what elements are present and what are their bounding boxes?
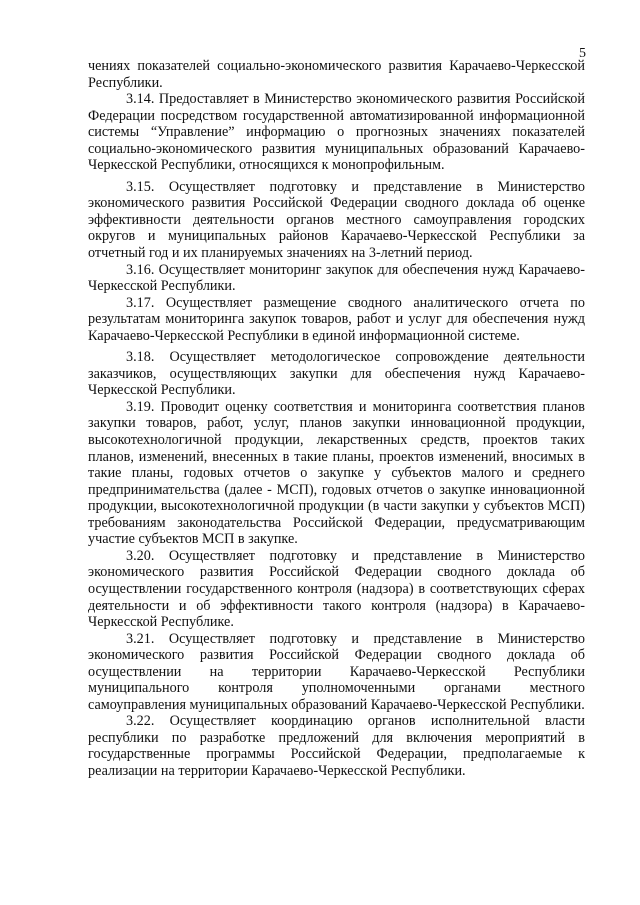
paragraph-3-16: 3.16. Осуществляет мониторинг закупок для обеспечения нужд Карачаево-Черкесской Республики. [88,261,585,295]
paragraph-3-14: 3.14. Предоставляет в Министерство экономического развития Российской Федерации посредством государственной автоматизированной информационной системы “Управление” информацию о прогнозных значениях показателей социально-экономического развития муниципальных образований Карачаево-Черкесской Республики, относящихся к монопрофильным. [88,91,585,174]
paragraph-continuation: чениях показателей социально-экономического развития Карачаево-Черкесской Республики. [88,58,585,91]
page-number: 5 [579,46,586,61]
paragraph-3-17: 3.17. Осуществляет размещение сводного аналитического отчета по результатам мониторинга закупок товаров, работ и услуг для обеспечения нужд Карачаево-Черкесской Республики в единой информационной системе. [88,294,585,344]
paragraph-3-18: 3.18. Осуществляет методологическое сопровождение деятельности заказчиков, осуществляющих закупки для обеспечения нужд Карачаево-Черкесской Республики. [88,349,585,399]
paragraph-3-19: 3.19. Проводит оценку соответствия и мониторинга соответствия планов закупки товаров, работ, услуг, планов закупки инновационной продукции, высокотехнологичной продукции, лекарственных средств, проектов таких планов, изменений, внесенных в такие планы, проектов изменений, вносимых в такие планы, годовых отчетов о закупке у субъектов малого и среднего предпринимательства (далее - МСП), годовых отчетов о закупке инновационной продукции, высокотехнологичной продукции (в части закупки у субъектов МСП) требованиям законодательства Российской Федерации, предусматривающим участие субъектов МСП в закупке. [88,398,585,548]
paragraph-3-22: 3.22. Осуществляет координацию органов исполнительной власти республики по разработке предложений для включения мероприятий в государственные программы Российской Федерации, предполагаемые к реализации на территории Карачаево-Черкесской Республики. [88,713,585,779]
paragraph-3-15: 3.15. Осуществляет подготовку и представление в Министерство экономического развития Российской Федерации сводного доклада об оценке эффективности деятельности органов местного самоуправления городских округов и муниципальных районов Карачаево-Черкесской Республики за отчетный год и их планируемых значениях на 3-летний период. [88,178,585,262]
paragraph-3-20: 3.20. Осуществляет подготовку и представление в Министерство экономического развития Российской Федерации сводного доклада об осуществлении государственного контроля (надзора) в соответствующих сферах деятельности и об эффективности такого контроля (надзора) в Карачаево-Черкесской Республике. [88,547,585,631]
document-body [88,58,585,780]
paragraph-3-21: 3.21. Осуществляет подготовку и представление в Министерство экономического развития Российской Федерации сводного доклада об осуществлении на территории Карачаево-Черкесской Республики муниципального контроля уполномоченными органами местного самоуправления муниципальных образований Карачаево-Черкесской Республики. [88,630,585,713]
